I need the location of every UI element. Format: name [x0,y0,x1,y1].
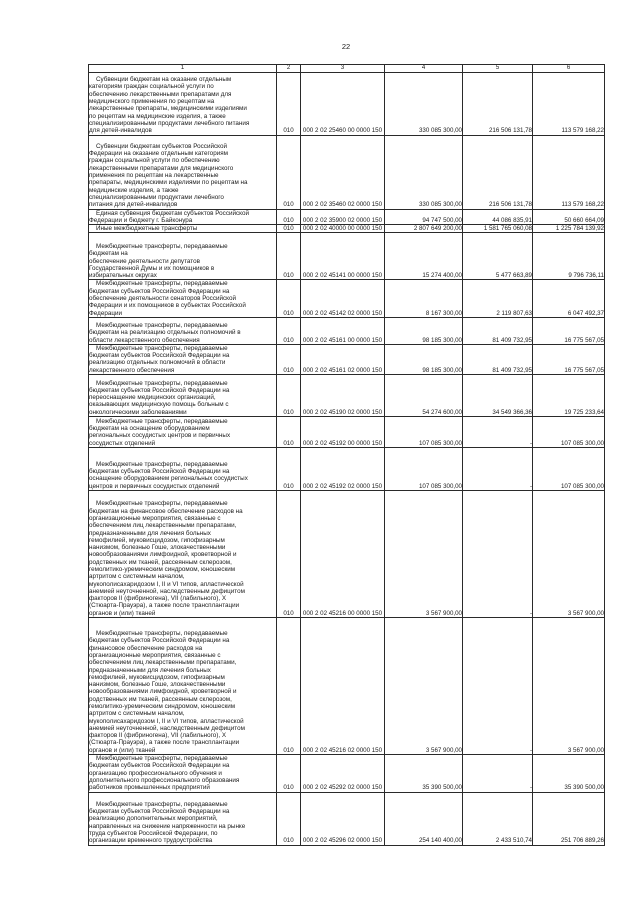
budget-code-cell: 000 2 02 45161 00 0000 150 [301,317,385,344]
line-code-cell: 010 [277,135,301,209]
description-line: дополнительного профессионального образования [89,776,240,784]
description-line: Государственной Думы и их помощников в [89,264,215,272]
description-line: родственных им тканей, рассеянным склерозом, [89,558,232,566]
description-line: обеспечению лекарственными препаратами для [89,90,232,98]
line-code-cell: 010 [277,755,301,792]
amount-cell-col5: 81 409 732,95 [463,344,533,374]
description-line: реализацию дополнительных мероприятий, [89,815,218,823]
budget-code-cell: 000 2 02 45192 00 0000 150 [301,417,385,448]
description-line: гемолитико-уремическим синдромом, юношеским [89,702,236,710]
line-code-cell: 010 [277,72,301,135]
description-line: гемофилией, муковисцидозом, гипофизарным [89,673,225,681]
description-line: обеспечение деятельности депутатов [89,257,200,265]
description-line: Межбюджетные трансферты, передаваемые [96,280,228,288]
amount-cell-col4: 3 567 900,00 [385,618,463,755]
amount-cell-col5: 5 477 663,89 [463,233,533,280]
table-row [89,755,605,792]
description-line: органов и (или) тканей [89,746,156,754]
description-line: специализированными продуктами лечебного [89,193,224,201]
description-line: Иные межбюджетные трансферты [96,225,198,233]
table-row [89,344,605,374]
description-line: по рецептам на медицинские изделия, а также [89,112,226,120]
description-line: медицинского применения по рецептам на [89,98,215,106]
description-line: работников промышленных предприятий [89,784,210,792]
column-header-6: 6 [533,65,605,73]
line-code-cell: 010 [277,209,301,225]
budget-code-cell: 000 2 02 45296 02 0000 150 [301,792,385,845]
description-line: медицинские изделия, а также [89,186,179,194]
description-line: нанизмом, болезнью Гоше, злокачественными [89,544,226,552]
description-line: (Стюарта-Прауэра), а также после трансплантации [89,739,240,747]
row-description [89,72,277,135]
description-line: специализированными продуктами лечебного питания [89,119,250,127]
budget-code-cell: 000 2 02 45190 02 0000 150 [301,375,385,417]
description-line: органов и (или) тканей [89,609,156,617]
description-line: организационные мероприятия, связанные с [89,514,221,522]
table-row [89,618,605,755]
row-description [89,344,277,374]
description-line: оказывающих медицинскую помощь больным с [89,401,229,409]
table-row [89,280,605,317]
description-line: бюджетам субъектов Российской Федерации на [89,352,230,360]
amount-cell-col4: 94 747 500,00 [385,209,463,225]
description-line: организационные мероприятия, связанные с [89,651,221,659]
table-row [89,417,605,448]
table-row [89,491,605,618]
amount-cell-col5: - [463,448,533,491]
column-header-3: 3 [301,65,385,73]
budget-code-cell: 000 2 02 45292 02 0000 150 [301,755,385,792]
amount-cell-col6: 35 390 500,00 [533,755,605,792]
table-header [89,65,605,73]
amount-cell-col6: 1 225 784 139,92 [533,225,605,233]
description-line: лекарственными препаратами для медицинского [89,164,234,172]
amount-cell-col5: 216 506 131,78 [463,135,533,209]
amount-cell-col5: 2 119 807,63 [463,280,533,317]
description-line: предназначенными для лечения больных [89,529,211,537]
description-line: артритом с системным началом, [89,710,185,718]
description-line: гемофилией, муковисцидозом, гипофизарным [89,536,225,544]
description-line: артритом с системным началом, [89,573,185,581]
amount-cell-col6: 113 579 168,22 [533,135,605,209]
table-row [89,375,605,417]
column-header-2: 2 [277,65,301,73]
budget-table [88,64,605,846]
amount-cell-col4: 254 140 400,00 [385,792,463,845]
description-line: реализацию отдельных полномочий в области [89,359,226,367]
description-line: центров и первичных сосудистых отделений [89,482,220,490]
description-line: бюджетам субъектов Российской Федерации на [89,762,230,770]
description-line: переоснащение медицинских организаций, [89,394,216,402]
description-line: анемией неуточненной, наследственным дефицитом [89,724,245,732]
description-line: для детей-инвалидов [89,127,152,135]
description-line: бюджетам на [89,250,128,258]
table-row [89,448,605,491]
amount-cell-col5: 34 549 366,36 [463,375,533,417]
description-line: бюджетам на оснащение оборудованием [89,425,210,433]
description-line: обеспечением лиц лекарственными препаратами, [89,659,237,667]
line-code-cell: 010 [277,792,301,845]
description-line: (Стюарта-Прауэра), а также после трансплантации [89,602,240,610]
description-line: области лекарственного обеспечения [89,336,200,344]
row-description [89,618,277,755]
line-code-cell: 010 [277,317,301,344]
table-row [89,209,605,225]
description-line: онкологическими заболеваниями [89,408,187,416]
row-description [89,233,277,280]
description-line: бюджетам субъектов Российской Федерации на [89,808,230,816]
line-code-cell: 010 [277,491,301,618]
amount-cell-col4: 15 274 400,00 [385,233,463,280]
amount-cell-col6: 251 706 889,26 [533,792,605,845]
amount-cell-col6: 113 579 168,22 [533,72,605,135]
table-row [89,135,605,209]
description-line: обеспечение деятельности сенаторов Российской [89,294,237,302]
budget-code-cell: 000 2 02 45192 02 0000 150 [301,448,385,491]
description-line: избирательных округах [89,272,157,280]
line-code-cell: 010 [277,280,301,317]
line-code-cell: 010 [277,233,301,280]
description-line: бюджетам субъектов Российской Федерации на [89,287,230,295]
amount-cell-col5: 2 433 510,74 [463,792,533,845]
line-code-cell: 010 [277,618,301,755]
description-line: Федерации и их помощников в субъектах Российской [89,302,246,310]
description-line: Межбюджетные трансферты, передаваемые [96,344,228,352]
table-body [89,72,605,845]
description-line: Субвенции бюджетам субъектов Российской [96,142,227,150]
description-line: бюджетам на реализацию отдельных полномочий в [89,329,241,337]
line-code-cell: 010 [277,225,301,233]
budget-code-cell: 000 2 02 35460 02 0000 150 [301,135,385,209]
amount-cell-col5: 81 409 732,95 [463,317,533,344]
budget-code-cell: 000 2 02 45216 02 0000 150 [301,618,385,755]
column-header-1: 1 [89,65,277,73]
description-line: новообразованиями лимфоидной, кроветворной и [89,551,237,559]
row-description [89,491,277,618]
amount-cell-col4: 8 167 300,00 [385,280,463,317]
amount-cell-col4: 3 567 900,00 [385,491,463,618]
amount-cell-col6: 3 567 900,00 [533,491,605,618]
row-description [89,448,277,491]
description-line: факторов II (фибриногена), VII (лабильного), X [89,732,227,740]
description-line: гемолитико-уремическим синдромом, юношеским [89,565,236,573]
description-line: родственных им тканей, рассеянным склерозом, [89,695,232,703]
description-line: Межбюджетные трансферты, передаваемые [96,800,228,808]
table-row [89,72,605,135]
description-line: организацию профессионального обучения и [89,769,222,777]
amount-cell-col4: 98 185 300,00 [385,344,463,374]
description-line: Федерации на оказание отдельным категориям [89,150,228,158]
amount-cell-col6: 9 796 736,11 [533,233,605,280]
description-line: нанизмом, болезнью Гоше, злокачественными [89,681,226,689]
amount-cell-col4: 330 085 300,00 [385,72,463,135]
amount-cell-col4: 2 807 649 200,00 [385,225,463,233]
budget-code-cell: 000 2 02 35900 02 0000 150 [301,209,385,225]
description-line: Межбюджетные трансферты, передаваемые [96,630,228,638]
description-line: Межбюджетные трансферты, передаваемые [96,417,228,425]
amount-cell-col4: 330 085 300,00 [385,135,463,209]
amount-cell-col6: 6 047 492,37 [533,280,605,317]
description-line: препараты, медицинскими изделиями по рецептам на [89,179,248,187]
row-description [89,792,277,845]
budget-code-cell: 000 2 02 40000 00 0000 150 [301,225,385,233]
row-description [89,317,277,344]
description-line: питания для детей-инвалидов [89,201,178,209]
amount-cell-col6: 19 725 233,64 [533,375,605,417]
column-header-5: 5 [463,65,533,73]
line-code-cell: 010 [277,417,301,448]
amount-cell-col6: 107 085 300,00 [533,417,605,448]
description-line: факторов II (фибриногена), VII (лабильного), X [89,595,227,603]
amount-cell-col5: - [463,491,533,618]
amount-cell-col4: 98 185 300,00 [385,317,463,344]
table-row [89,792,605,845]
amount-cell-col5: - [463,618,533,755]
amount-cell-col5: 44 086 835,91 [463,209,533,225]
amount-cell-col5: - [463,417,533,448]
description-line: предназначенными для лечения больных [89,666,211,674]
row-description [89,209,277,225]
description-line: мукополисахаридозом I, II и VI типов, апластической [89,580,244,588]
header-row [89,65,605,73]
row-description [89,375,277,417]
description-line: Субвенции бюджетам на оказание отдельным [96,76,232,84]
amount-cell-col6: 3 567 900,00 [533,618,605,755]
amount-cell-col4: 54 274 600,00 [385,375,463,417]
description-line: Межбюджетные трансферты, передаваемые [96,321,228,329]
amount-cell-col6: 16 775 567,05 [533,317,605,344]
table-row [89,225,605,233]
amount-cell-col5: 1 581 765 060,08 [463,225,533,233]
description-line: бюджетам субъектов Российской Федерации на [89,468,230,476]
amount-cell-col6: 107 085 300,00 [533,448,605,491]
amount-cell-col5: - [463,755,533,792]
description-line: Федерации [89,309,122,317]
line-code-cell: 010 [277,375,301,417]
amount-cell-col4: 107 085 300,00 [385,448,463,491]
description-line: Межбюджетные трансферты, передаваемые [96,242,228,250]
row-description [89,417,277,448]
description-line: оснащение оборудованием региональных сосудистых [89,475,248,483]
budget-code-cell: 000 2 02 25460 00 0000 150 [301,72,385,135]
description-line: бюджетам на финансовое обеспечение расходов на [89,507,243,515]
description-line: труда субъектов Российской Федерации, по [89,829,218,837]
amount-cell-col6: 50 660 664,09 [533,209,605,225]
page-number: 22 [341,42,351,51]
description-line: обеспечением лиц лекарственными препаратами, [89,522,237,530]
description-line: направленных на снижение напряженности на рынке [89,822,246,830]
description-line: применения по рецептам на лекарственные [89,172,219,180]
row-description [89,225,277,233]
description-line: Межбюджетные трансферты, передаваемые [96,379,228,387]
amount-cell-col5: 216 506 131,78 [463,72,533,135]
amount-cell-col4: 107 085 300,00 [385,417,463,448]
row-description [89,135,277,209]
description-line: мукополисахаридозом I, II и VI типов, апластической [89,717,244,725]
amount-cell-col4: 35 390 500,00 [385,755,463,792]
table-row [89,317,605,344]
amount-cell-col6: 16 775 567,05 [533,344,605,374]
description-line: лекарственного обеспечения [89,366,175,374]
budget-code-cell: 000 2 02 45216 00 0000 150 [301,491,385,618]
description-line: Федерации и бюджету г. Байконура [89,216,193,224]
description-line: Межбюджетные трансферты, передаваемые [96,460,228,468]
line-code-cell: 010 [277,344,301,374]
description-line: категориям граждан социальной услуги по [89,83,214,91]
line-code-cell: 010 [277,448,301,491]
description-line: Межбюджетные трансферты, передаваемые [96,500,228,508]
description-line: Межбюджетные трансферты, передаваемые [96,755,228,763]
description-line: бюджетам субъектов Российской Федерации на [89,637,230,645]
description-line: лекарственные препараты, медицинскими изделиями [89,105,247,113]
column-header-4: 4 [385,65,463,73]
budget-code-cell: 000 2 02 45161 02 0000 150 [301,344,385,374]
description-line: граждан социальной услуги по обеспечению [89,157,220,165]
description-line: региональных сосудистых центров и первичных [89,432,231,440]
description-line: финансовое обеспечение расходов на [89,644,203,652]
table-row [89,233,605,280]
description-line: бюджетам субъектов Российской Федерации на [89,386,230,394]
description-line: анемией неуточненной, наследственным дефицитом [89,587,245,595]
budget-code-cell: 000 2 02 45142 02 0000 150 [301,280,385,317]
description-line: новообразованиями лимфоидной, кроветворной и [89,688,237,696]
row-description [89,755,277,792]
description-line: Единая субвенция бюджетам субъектов Российской [96,209,249,217]
description-line: организации временного трудоустройства [89,837,213,845]
budget-code-cell: 000 2 02 45141 00 0000 150 [301,233,385,280]
description-line: сосудистых отделений [89,439,156,447]
row-description [89,280,277,317]
